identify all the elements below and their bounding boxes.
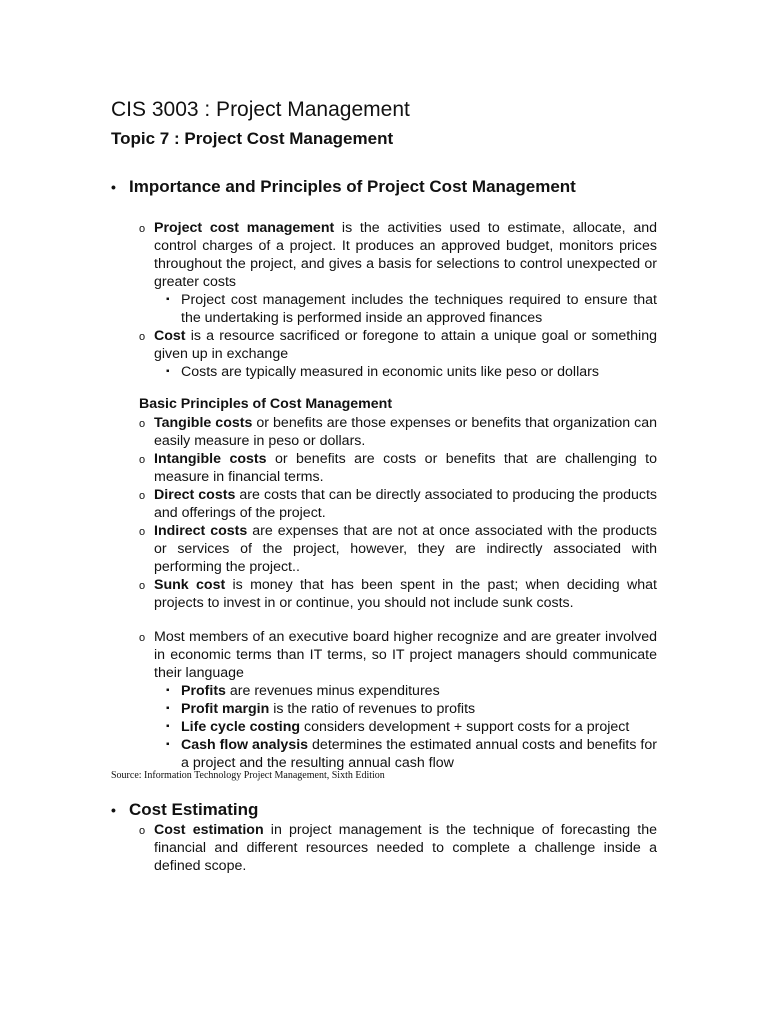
- term: Indirect costs: [154, 523, 248, 539]
- list-item: [139, 628, 657, 682]
- definition: or benefits are those expenses or benefits that organization can easily measure in peso or dollars.: [154, 415, 658, 449]
- bullet-marker: •: [111, 179, 116, 195]
- list-item: [139, 219, 657, 291]
- list-item: [139, 821, 657, 875]
- term: Direct costs: [154, 487, 236, 503]
- sub-list-item: [139, 363, 657, 381]
- sub-text: Project cost management includes the techniques required to ensure that the undertaking is performed inside an approved finances: [181, 292, 657, 326]
- section-heading-importance: [111, 177, 576, 197]
- circle-marker: o: [139, 825, 146, 837]
- definition: or benefits are costs or benefits that are challenging to measure in financial terms.: [154, 451, 658, 485]
- circle-marker: o: [139, 418, 146, 430]
- list-item: [139, 576, 657, 612]
- square-marker: ▪: [166, 294, 170, 305]
- term: Life cycle costing: [181, 719, 301, 735]
- executive-list: [139, 628, 657, 772]
- list-item: [139, 522, 657, 576]
- circle-marker: o: [139, 632, 146, 644]
- definition: in project management is the technique of forecasting the financial and different resources needed to complete a challenge inside a defined scope.: [154, 822, 657, 874]
- definition: is money that has been spent in the past; when deciding what projects to invest in or continue, you should not include sunk costs.: [154, 577, 657, 611]
- basic-principles-list: [139, 414, 657, 612]
- paragraph-text: Most members of an executive board higher recognize and are greater involved in economic terms than IT terms, so IT project managers should communicate their language: [154, 629, 657, 681]
- sub-list-item: [139, 682, 657, 700]
- bullet-marker: •: [111, 802, 116, 818]
- term: Intangible costs: [154, 451, 267, 467]
- term: Sunk cost: [154, 577, 226, 593]
- square-marker: ▪: [166, 739, 170, 750]
- source-citation: Source: Information Technology Project Management, Sixth Edition: [111, 770, 385, 781]
- circle-marker: o: [139, 331, 146, 343]
- sub-list-item: [139, 700, 657, 718]
- term: Cash flow analysis: [181, 737, 309, 753]
- circle-marker: o: [139, 490, 146, 502]
- definition: determines the estimated annual costs and benefits for a project and the resulting annual cash flow: [181, 737, 657, 771]
- square-marker: ▪: [166, 721, 170, 732]
- basic-principles-heading: Basic Principles of Cost Management: [139, 396, 393, 412]
- list-item: [139, 327, 657, 363]
- definition: is a resource sacrificed or foregone to attain a unique goal or something given up in exchange: [154, 328, 657, 362]
- circle-marker: o: [139, 526, 146, 538]
- definition: are revenues minus expenditures: [225, 683, 440, 699]
- definition: are expenses that are not at once associated with the products or services of the project, however, they are indirectly associated with performing the project..: [154, 523, 657, 575]
- term: Cost estimation: [154, 822, 264, 838]
- sub-list-item: [139, 291, 657, 327]
- definition: considers development + support costs for a project: [300, 719, 630, 735]
- term: Profit margin: [181, 701, 270, 717]
- list-item: [139, 450, 657, 486]
- list-item: [139, 486, 657, 522]
- sub-text: Costs are typically measured in economic units like peso or dollars: [181, 364, 599, 380]
- section1-list: [139, 219, 657, 381]
- circle-marker: o: [139, 580, 146, 592]
- term: Tangible costs: [154, 415, 253, 431]
- square-marker: ▪: [166, 366, 170, 377]
- circle-marker: o: [139, 223, 146, 235]
- sub-list-item: [139, 736, 657, 772]
- list-item: [139, 414, 657, 450]
- section-heading-text: Cost Estimating: [129, 800, 259, 819]
- definition: are costs that can be directly associated to producing the products and offerings of the project.: [154, 487, 657, 521]
- definition: is the ratio of revenues to profits: [269, 701, 476, 717]
- section-heading-text: Importance and Principles of Project Cost Management: [129, 177, 576, 196]
- square-marker: ▪: [166, 703, 170, 714]
- term: Profits: [181, 683, 226, 699]
- section-heading-cost-estimating: [111, 800, 258, 820]
- definition: is the activities used to estimate, allocate, and control charges of a project. It produces an approved budget, monitors prices throughout the project, and gives a basis for selections to control unexpected or greater costs: [154, 220, 657, 290]
- term: Cost: [154, 328, 186, 344]
- document-title: CIS 3003 : Project Management: [111, 98, 410, 121]
- sub-list-item: [139, 718, 657, 736]
- circle-marker: o: [139, 454, 146, 466]
- section2-list: [139, 821, 657, 875]
- term: Project cost management: [154, 220, 335, 236]
- square-marker: ▪: [166, 685, 170, 696]
- document-subtitle: Topic 7 : Project Cost Management: [111, 129, 394, 148]
